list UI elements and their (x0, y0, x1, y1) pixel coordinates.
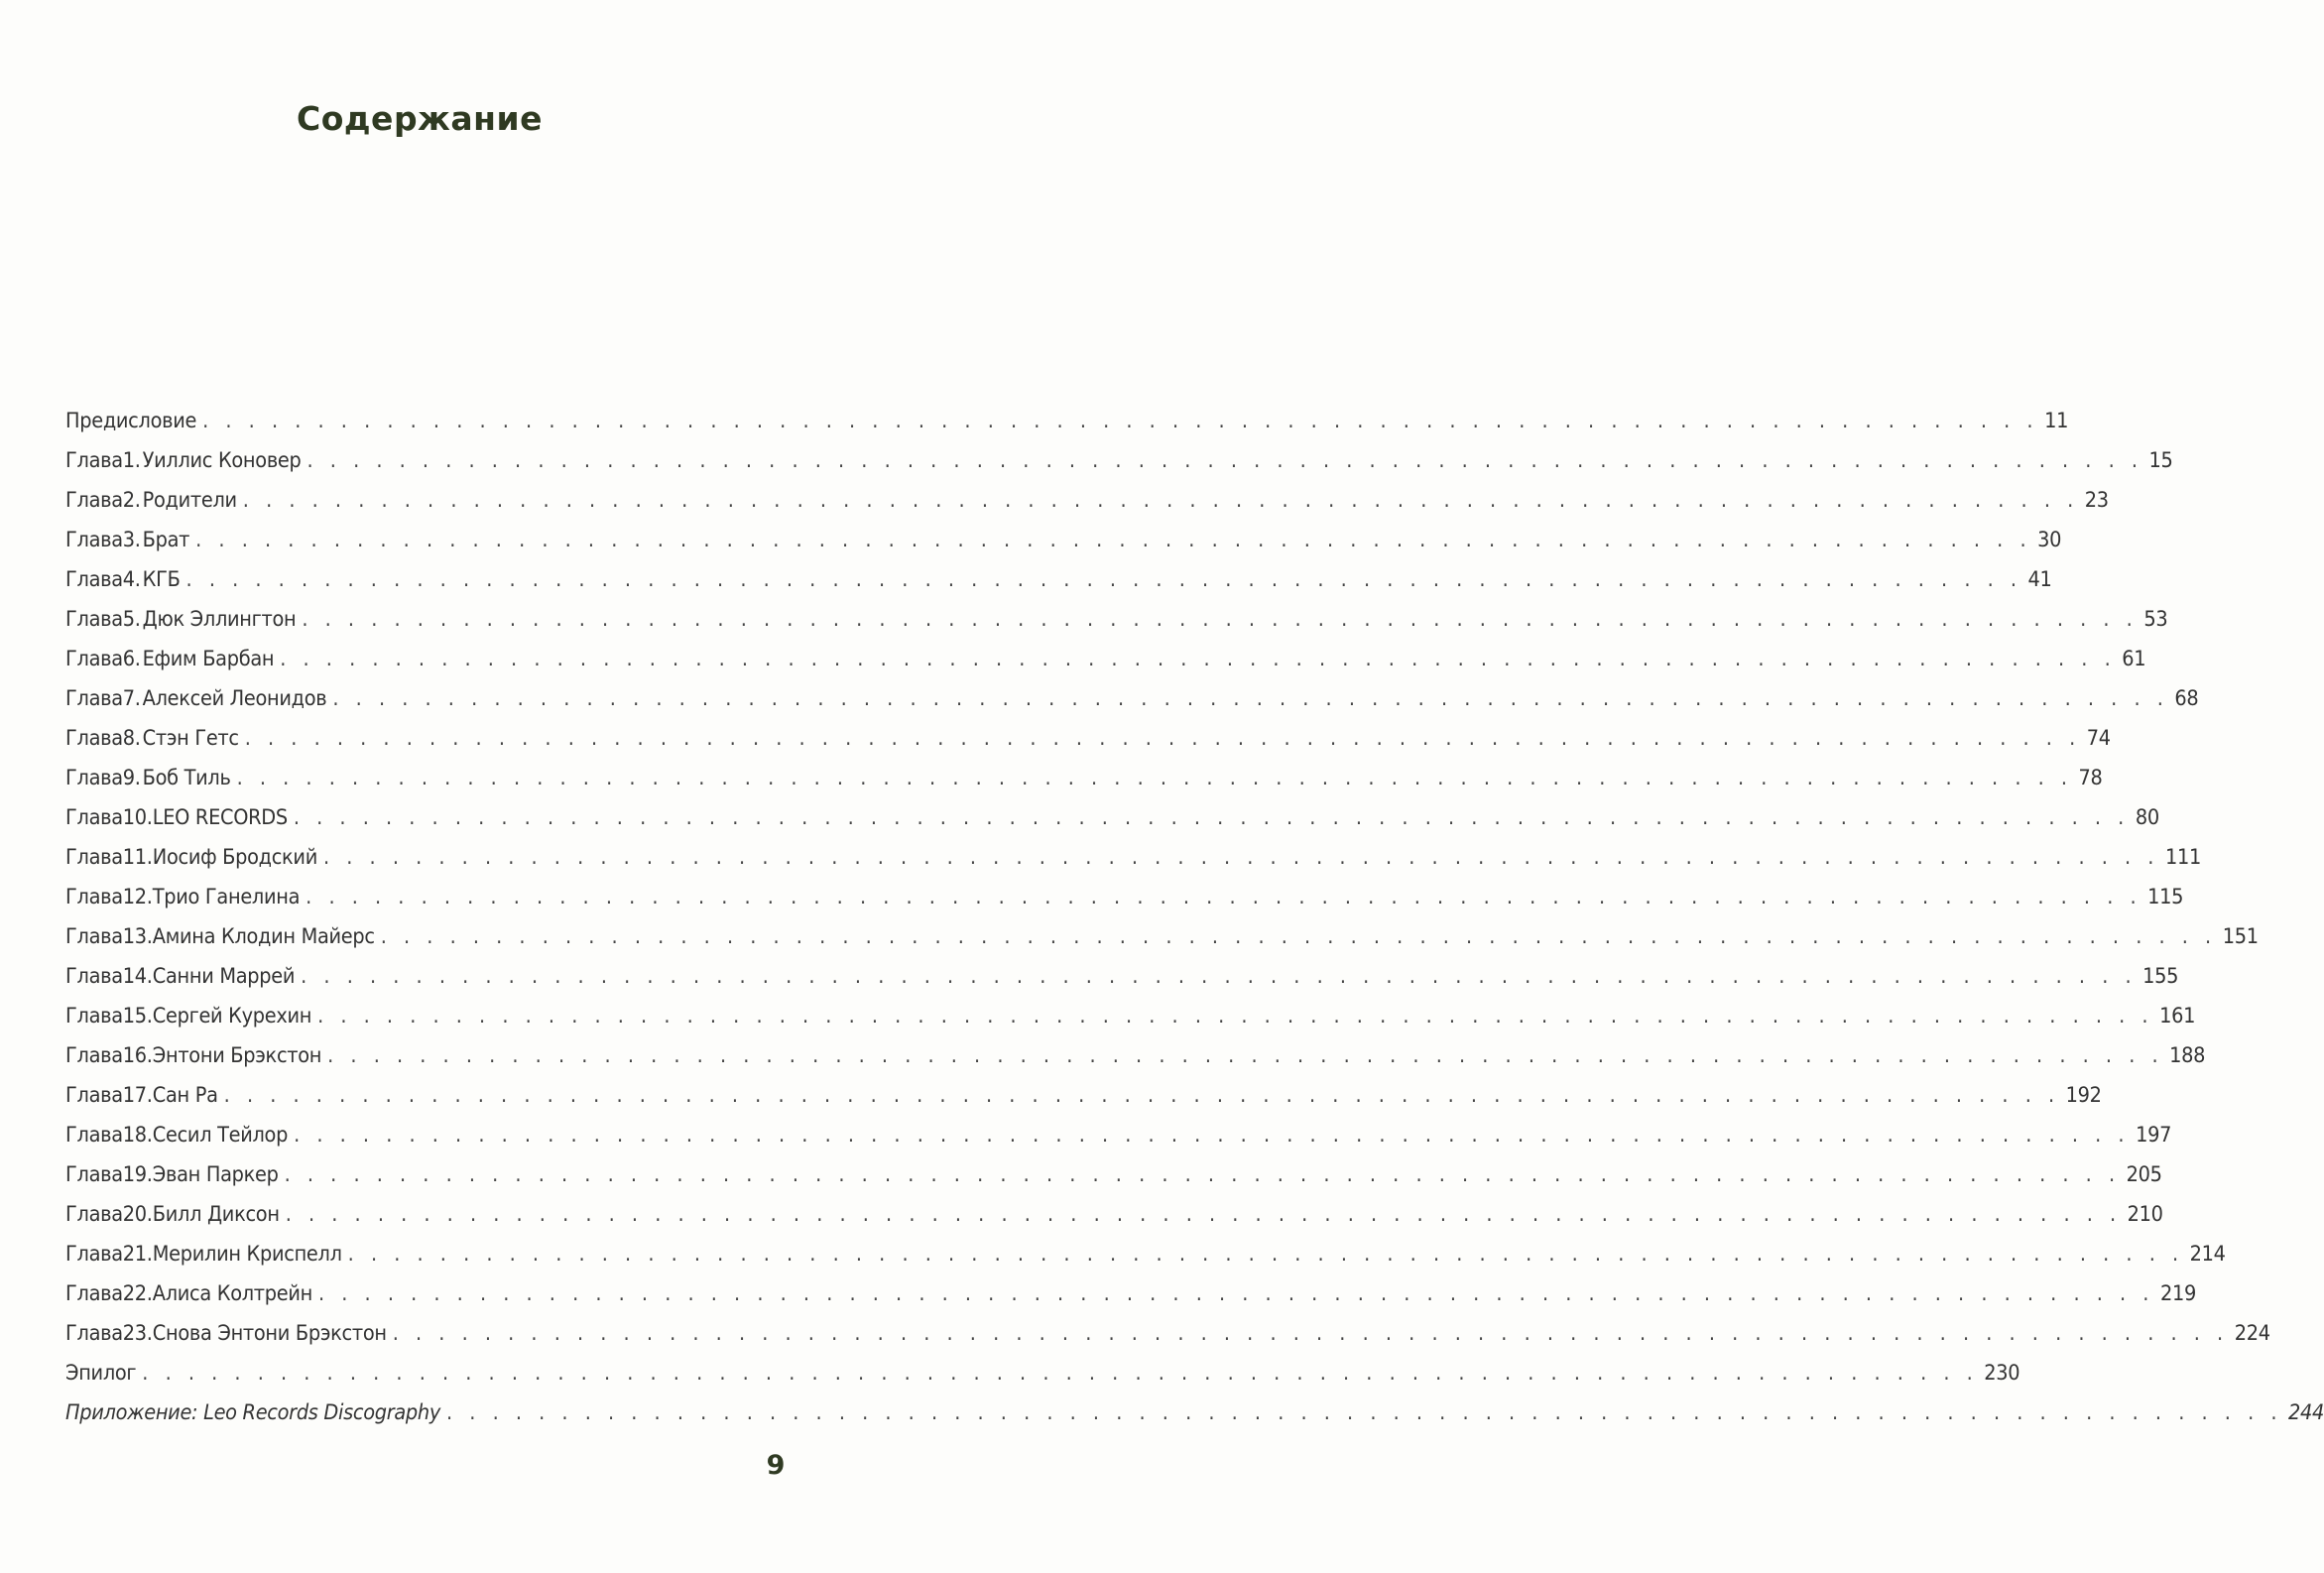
toc-entry-number: 2. (122, 488, 141, 513)
toc-dot-leader: . . . . . . . . . . . . . . . . . . . . . . . . . . . . . . . . . . . . . . . . . . . . . . . . . . . . . . . . . . . . . . . . . . . . . . . . . . . . . . . . (236, 766, 2073, 790)
toc-entry-page: 68 (2174, 686, 2199, 711)
toc-entry-title: Родители (142, 488, 237, 513)
toc-entry-prefix: Глава (65, 1321, 123, 1346)
toc-entry-page: 210 (2127, 1202, 2163, 1227)
toc-entry (65, 957, 2179, 997)
toc-dot-leader: . . . . . . . . . . . . . . . . . . . . . . . . . . . . . . . . . . . . . . . . . . . . . . . . . . . . . . . . . . . . . . . . . . . . . . . . . . . . . . . . (332, 686, 2169, 711)
toc-dot-leader: . . . . . . . . . . . . . . . . . . . . . . . . . . . . . . . . . . . . . . . . . . . . . . . . . . . . . . . . . . . . . . . . . . . . . . . . . . . . . . . . (327, 1043, 2164, 1068)
toc-entry-page: 80 (2135, 805, 2159, 830)
toc-entry (65, 679, 2199, 719)
toc-entry-prefix: Глава (65, 448, 123, 473)
toc-entry (65, 997, 2196, 1036)
toc-entry-number: 4. (122, 567, 141, 592)
toc-entry-page: 74 (2086, 726, 2111, 751)
toc-entry-title: Санни Маррей (152, 964, 296, 989)
toc-dot-leader: . . . . . . . . . . . . . . . . . . . . . . . . . . . . . . . . . . . . . . . . . . . . . . . . . . . . . . . . . . . . . . . . . . . . . . . . . . . . . . . . (317, 1004, 2154, 1028)
toc-entry (65, 1235, 2226, 1274)
toc-entry-number: 18. (122, 1123, 153, 1148)
toc-entry-number: 5. (122, 607, 141, 632)
toc-entry-title: Мерилин Криспелл (152, 1242, 342, 1267)
toc-entry-prefix: Глава (65, 607, 123, 632)
toc-entry (65, 878, 2184, 917)
toc-entry-title: Трио Ганелина (152, 885, 301, 909)
toc-entry-prefix: Глава (65, 845, 123, 870)
toc-dot-leader: . . . . . . . . . . . . . . . . . . . . . . . . . . . . . . . . . . . . . . . . . . . . . . . . . . . . . . . . . . . . . . . . . . . . . . . . . . . . . . . . (380, 924, 2217, 949)
toc-entry-title: Брат (142, 528, 190, 552)
toc-entry-title: Боб Тиль (142, 766, 231, 790)
page-number: 9 (766, 1450, 786, 1481)
toc-entry (65, 1195, 2163, 1235)
toc-entry-prefix: Глава (65, 488, 123, 513)
toc-entry-number: 17. (122, 1083, 153, 1108)
toc-dot-leader: . . . . . . . . . . . . . . . . . . . . . . . . . . . . . . . . . . . . . . . . . . . . . . . . . . . . . . . . . . . . . . . . . . . . . . . . . . . . . . . . (242, 488, 2079, 513)
toc-entry-number: 19. (122, 1162, 153, 1187)
toc-entry-title: Сесил Тейлор (152, 1123, 289, 1148)
toc-entry-title: Алиса Колтрейн (152, 1281, 312, 1306)
toc-entry-prefix: Глава (65, 686, 123, 711)
toc-entry (65, 917, 2259, 957)
toc-dot-leader: . . . . . . . . . . . . . . . . . . . . . . . . . . . . . . . . . . . . . . . . . . . . . . . . . . . . . . . . . . . . . . . . . . . . . . . . . . . . . . . . (293, 805, 2130, 830)
toc-entry (65, 402, 2069, 441)
toc-entry-title: Амина Клодин Майерс (152, 924, 375, 949)
toc-dot-leader: . . . . . . . . . . . . . . . . . . . . . . . . . . . . . . . . . . . . . . . . . . . . . . . . . . . . . . . . . . . . . . . . . . . . . . . . . . . . . . . . (284, 1162, 2121, 1187)
toc-entry-number: 9. (122, 766, 141, 790)
toc-entry-title: Эпилог (65, 1361, 137, 1386)
toc-entry-page: 161 (2159, 1004, 2196, 1028)
toc-entry-title: Энтони Брэкстон (152, 1043, 322, 1068)
toc-entry-page: 53 (2143, 607, 2168, 632)
toc-entry-title: LEO RECORDS (152, 805, 288, 830)
toc-entry-page: 214 (2189, 1242, 2226, 1267)
toc-dot-leader: . . . . . . . . . . . . . . . . . . . . . . . . . . . . . . . . . . . . . . . . . . . . . . . . . . . . . . . . . . . . . . . . . . . . . . . . . . . . . . . . (142, 1361, 1979, 1386)
toc-entry-title: Эван Паркер (152, 1162, 279, 1187)
toc-entry-title: Снова Энтони Брэкстон (152, 1321, 387, 1346)
toc-entry-page: 151 (2222, 924, 2259, 949)
toc-entry-page: 230 (1984, 1361, 2020, 1386)
toc-dot-leader: . . . . . . . . . . . . . . . . . . . . . . . . . . . . . . . . . . . . . . . . . . . . . . . . . . . . . . . . . . . . . . . . . . . . . . . . . . . . . . . . (347, 1242, 2184, 1267)
toc-entry-page: 30 (2037, 528, 2062, 552)
toc-entry-title: Иосиф Бродский (152, 845, 317, 870)
toc-dot-leader: . . . . . . . . . . . . . . . . . . . . . . . . . . . . . . . . . . . . . . . . . . . . . . . . . . . . . . . . . . . . . . . . . . . . . . . . . . . . . . . . (195, 528, 2032, 552)
toc-entry-page: 244 (2288, 1400, 2324, 1425)
toc-entry-page: 188 (2169, 1043, 2206, 1068)
toc-dot-leader: . . . . . . . . . . . . . . . . . . . . . . . . . . . . . . . . . . . . . . . . . . . . . . . . . . . . . . . . . . . . . . . . . . . . . . . . . . . . . . . . (244, 726, 2081, 751)
toc-entry-page: 197 (2136, 1123, 2172, 1148)
toc-entry-title: КГБ (142, 567, 181, 592)
toc-entry-prefix: Глава (65, 647, 123, 671)
toc-dot-leader: . . . . . . . . . . . . . . . . . . . . . . . . . . . . . . . . . . . . . . . . . . . . . . . . . . . . . . . . . . . . . . . . . . . . . . . . . . . . . . . . (223, 1083, 2060, 1108)
toc-entry (65, 719, 2111, 759)
toc-entry (65, 441, 2173, 481)
toc-entry-prefix: Глава (65, 1004, 123, 1028)
toc-entry-title: Билл Диксон (152, 1202, 280, 1227)
toc-entry (65, 1076, 2102, 1116)
toc-entry-number: 12. (122, 885, 153, 909)
toc-entry-number: 3. (122, 528, 141, 552)
toc-entry (65, 1036, 2206, 1076)
toc-entry-number: 11. (122, 845, 153, 870)
toc-entry-number: 20. (122, 1202, 153, 1227)
toc-entry-prefix: Глава (65, 567, 123, 592)
toc-entry-page: 41 (2027, 567, 2052, 592)
toc-entry (65, 838, 2201, 878)
toc-entry-prefix: Глава (65, 528, 123, 552)
toc-entry-title: Предисловие (65, 409, 197, 433)
toc-entry-number: 23. (122, 1321, 153, 1346)
toc-dot-leader: . . . . . . . . . . . . . . . . . . . . . . . . . . . . . . . . . . . . . . . . . . . . . . . . . . . . . . . . . . . . . . . . . . . . . . . . . . . . . . . . (306, 448, 2143, 473)
toc-entry (65, 1274, 2196, 1314)
toc-entry-prefix: Глава (65, 1281, 123, 1306)
toc-entry-number: 13. (122, 924, 153, 949)
toc-entry-number: 16. (122, 1043, 153, 1068)
toc-entry-title: Алексей Леонидов (142, 686, 327, 711)
toc-entry-page: 205 (2126, 1162, 2162, 1187)
toc-dot-leader: . . . . . . . . . . . . . . . . . . . . . . . . . . . . . . . . . . . . . . . . . . . . . . . . . . . . . . . . . . . . . . . . . . . . . . . . . . . . . . . . (317, 1281, 2154, 1306)
toc-entry-page: 155 (2142, 964, 2179, 989)
toc-entry-page: 11 (2044, 409, 2069, 433)
toc-entry-page: 61 (2122, 647, 2146, 671)
toc-entry-page: 111 (2164, 845, 2201, 870)
toc-entry (65, 600, 2168, 640)
toc-entry-title: Дюк Эллингтон (142, 607, 297, 632)
toc-entry-prefix: Глава (65, 1162, 123, 1187)
toc-entry-prefix: Глава (65, 1242, 123, 1267)
toc-entry (65, 481, 2109, 521)
toc-entry-prefix: Глава (65, 924, 123, 949)
toc-entry (65, 521, 2062, 560)
toc-entry-number: 14. (122, 964, 153, 989)
toc-dot-leader: . . . . . . . . . . . . . . . . . . . . . . . . . . . . . . . . . . . . . . . . . . . . . . . . . . . . . . . . . . . . . . . . . . . . . . . . . . . . . . . . (202, 409, 2039, 433)
toc-dot-leader: . . . . . . . . . . . . . . . . . . . . . . . . . . . . . . . . . . . . . . . . . . . . . . . . . . . . . . . . . . . . . . . . . . . . . . . . . . . . . . . . (322, 845, 2159, 870)
toc-entry (65, 1393, 2324, 1433)
toc-dot-leader: . . . . . . . . . . . . . . . . . . . . . . . . . . . . . . . . . . . . . . . . . . . . . . . . . . . . . . . . . . . . . . . . . . . . . . . . . . . . . . . . (306, 885, 2142, 909)
toc-entry-page: 15 (2148, 448, 2173, 473)
toc-dot-leader: . . . . . . . . . . . . . . . . . . . . . . . . . . . . . . . . . . . . . . . . . . . . . . . . . . . . . . . . . . . . . . . . . . . . . . . . . . . . . . . . (446, 1400, 2282, 1425)
toc-entry-prefix: Глава (65, 885, 123, 909)
toc-entry-number: 6. (122, 647, 141, 671)
toc-entry-page: 115 (2147, 885, 2184, 909)
toc-entry (65, 560, 2052, 600)
toc-entry-title: Сергей Курехин (152, 1004, 312, 1028)
toc-entry (65, 798, 2159, 838)
toc-dot-leader: . . . . . . . . . . . . . . . . . . . . . . . . . . . . . . . . . . . . . . . . . . . . . . . . . . . . . . . . . . . . . . . . . . . . . . . . . . . . . . . . (392, 1321, 2229, 1346)
toc-entry-number: 10. (122, 805, 153, 830)
toc-dot-leader: . . . . . . . . . . . . . . . . . . . . . . . . . . . . . . . . . . . . . . . . . . . . . . . . . . . . . . . . . . . . . . . . . . . . . . . . . . . . . . . . (185, 567, 2022, 592)
table-of-contents (65, 402, 2324, 1433)
toc-entry-number: 1. (122, 448, 141, 473)
toc-entry-number: 8. (122, 726, 141, 751)
toc-entry-title: Стэн Гетс (142, 726, 239, 751)
toc-entry (65, 1116, 2172, 1155)
toc-dot-leader: . . . . . . . . . . . . . . . . . . . . . . . . . . . . . . . . . . . . . . . . . . . . . . . . . . . . . . . . . . . . . . . . . . . . . . . . . . . . . . . . (294, 1123, 2131, 1148)
toc-dot-leader: . . . . . . . . . . . . . . . . . . . . . . . . . . . . . . . . . . . . . . . . . . . . . . . . . . . . . . . . . . . . . . . . . . . . . . . . . . . . . . . . (285, 1202, 2122, 1227)
toc-entry-prefix: Глава (65, 1083, 123, 1108)
toc-entry-page: 224 (2234, 1321, 2270, 1346)
toc-entry-title: Приложение: Leo Records Discography (65, 1400, 441, 1425)
toc-entry-title: Уиллис Коновер (142, 448, 302, 473)
toc-entry-page: 23 (2084, 488, 2109, 513)
toc-dot-leader: . . . . . . . . . . . . . . . . . . . . . . . . . . . . . . . . . . . . . . . . . . . . . . . . . . . . . . . . . . . . . . . . . . . . . . . . . . . . . . . . (302, 607, 2139, 632)
toc-entry-title: Сан Ра (152, 1083, 218, 1108)
toc-entry-number: 7. (122, 686, 141, 711)
toc-entry (65, 1354, 2020, 1393)
toc-entry-prefix: Глава (65, 964, 123, 989)
toc-dot-leader: . . . . . . . . . . . . . . . . . . . . . . . . . . . . . . . . . . . . . . . . . . . . . . . . . . . . . . . . . . . . . . . . . . . . . . . . . . . . . . . . (301, 964, 2138, 989)
toc-entry-prefix: Глава (65, 1123, 123, 1148)
toc-entry (65, 1155, 2162, 1195)
toc-entry (65, 640, 2146, 679)
toc-entry (65, 759, 2103, 798)
toc-entry-number: 22. (122, 1281, 153, 1306)
toc-entry-prefix: Глава (65, 1202, 123, 1227)
toc-entry-page: 78 (2078, 766, 2103, 790)
toc-entry-prefix: Глава (65, 766, 123, 790)
toc-entry-prefix: Глава (65, 1043, 123, 1068)
toc-entry-prefix: Глава (65, 805, 123, 830)
toc-entry-page: 219 (2159, 1281, 2196, 1306)
page-title: Содержание (297, 99, 543, 138)
toc-dot-leader: . . . . . . . . . . . . . . . . . . . . . . . . . . . . . . . . . . . . . . . . . . . . . . . . . . . . . . . . . . . . . . . . . . . . . . . . . . . . . . . . (280, 647, 2117, 671)
toc-entry-title: Ефим Барбан (142, 647, 275, 671)
toc-entry-number: 21. (122, 1242, 153, 1267)
toc-entry-page: 192 (2065, 1083, 2102, 1108)
toc-entry (65, 1314, 2270, 1354)
toc-entry-prefix: Глава (65, 726, 123, 751)
toc-entry-number: 15. (122, 1004, 153, 1028)
